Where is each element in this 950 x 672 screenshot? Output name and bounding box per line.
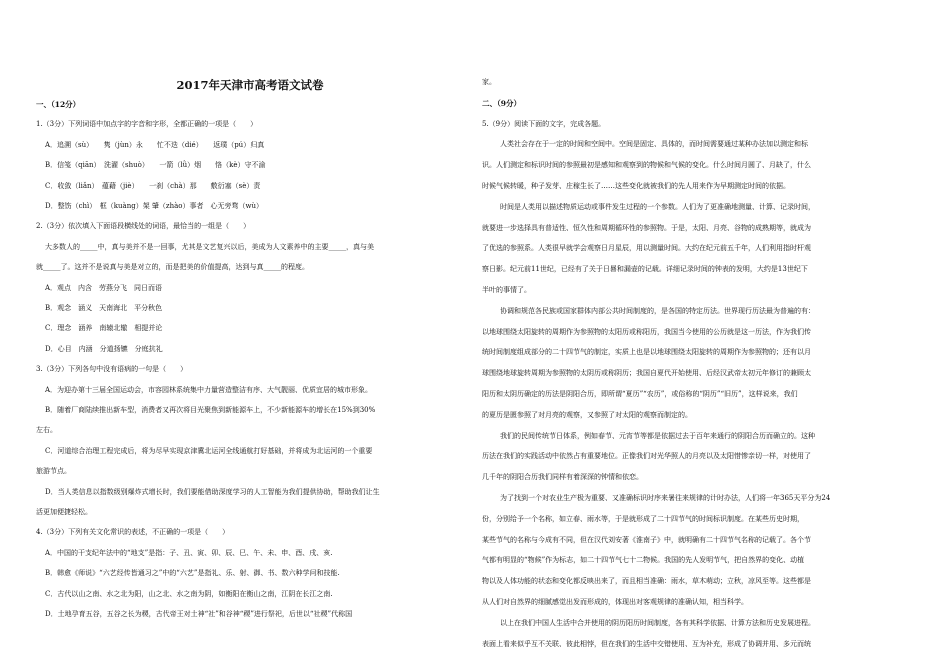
text-line: 时候气候转暖，种子发芽、庄稼生长了……这些变化就被我们的先人用来作为早期测定时间的依据。 (482, 182, 790, 190)
text-line: C．古代以山之南、水之北为阳，山之北、水之南为阴，如衡阳在衡山之南，江阴在长江之南. (45, 589, 333, 598)
text-line: 阳历和太阴历确定的历法是阴阳合历，即所谓“夏历”“农历”，或俗称的“阴历”“旧历”，这样说来，我们 (482, 390, 798, 398)
text-line: D．整饬（chì） 框（kuàng）架 肇（zhào）事者 心无旁骛（wù） (45, 202, 264, 210)
text-line: 4.（3分）下列有关文化常识的表述，不正确的一项是（ ） (36, 528, 230, 537)
text-line: 球围绕地球旋转周期为参照物的太阴历或称阴历；我国自夏代开始使用、后经汉武帝太初元年修订的兼顾太 (482, 369, 811, 378)
text-line: 大多数人的_____中，真与美并不是一回事，尤其是文艺复兴以后，美成为人文素养中的主要_____，真与美 (45, 242, 374, 251)
text-line: 几千年的阴阳合历我们同样有着深深的钟情和依恋。 (482, 473, 643, 482)
text-line: 左右。 (36, 426, 57, 435)
text-line: 就_____了。这并不是说真与美是对立的，而是把美的价值提高，达到与真_____的程度。 (36, 263, 309, 272)
text-line: 家。 (482, 78, 496, 86)
text-line: 识。人们测定和标识时间的参照最初是感知和观察到的物候和气候的变化。什么时间月圆了、月缺了，什么 (482, 161, 811, 170)
section-heading: 一、（12分） (36, 100, 81, 109)
text-line: 表面上看来似乎互不关联、彼此相悖，但在我们的生活中交错使用、互为补充，形成了协调并用、多元而统 (482, 639, 811, 648)
text-line: B．信笺（qiān） 洗濯（shuò） 一箭（lǜ）烟 恪（kè）守不渝 (45, 161, 266, 170)
text-line: A．为迎办第十三届全国运动会，市容园林系统集中力量营造整洁有序、大气靓丽、优质宜居的城市形象。 (45, 385, 373, 394)
text-line: D．心目 内涵 分道扬镳 分庭抗礼 (45, 344, 163, 353)
text-line: A．观点 内含 劳燕分飞 同日而语 (45, 283, 163, 292)
text-line: B．观念 涵义 天南海北 平分秋色 (45, 304, 163, 312)
section-heading: 二、（9分） (482, 98, 521, 108)
text-line: B．韩愈《师说》“六艺经传皆通习之”中的“六艺”是指礼、乐、射、御、书、数六种学问和技能. (45, 569, 340, 578)
text-line: C．理念 涵养 南辕北辙 相提并论 (45, 324, 163, 333)
text-line: 从人们对自然界的细腻感觉出发而形成的，体现出对客观规律的准确认知，相当科学。 (482, 598, 748, 606)
text-line: 的夏历是匮参照了对月亮的观察，又参照了对太阳的观察而制定的。 (482, 410, 692, 419)
text-line: 以上在我们中国人生活中合并使用的阴历阳历时间制度，各有其科学依据、计算方法和历史发展进程。 (500, 618, 815, 627)
text-line: 半叶的事情了。 (482, 286, 531, 294)
text-line: 活更加便捷轻松。 (36, 508, 92, 516)
text-line: D．土地孕育五谷，五谷之长为稷，古代帝王对土神“社”和谷神“稷”进行祭祀，后世以“社稷”代称国 (45, 610, 353, 618)
text-line: 人类社会存在于一定的时间和空间中。空间是固定、具体的，而时间需要通过某种办法加以测定和标 (500, 140, 808, 149)
text-line: 了优选的参照系。人类很早就学会观察日月星辰，用以测量时间。大约在纪元前五千年，人们利用指时杆观 (482, 244, 811, 253)
text-line: 1.（3分）下列词语中加点字的字音和字形，全都正确的一项是（ ） (36, 120, 258, 129)
text-line: C．收敛（liǎn） 蕴藉（jiè） 一刹（chà）那 敷衍塞（sè）责 (45, 181, 261, 190)
text-line: 某些节气的名称与今成有不同，但在汉代刘安著《淮南子》中，就明确有二十四节气名称的记载了。各个节 (482, 535, 811, 544)
text-line: 察日影。纪元前11世纪，已经有了关于日晷和漏壶的记载。详细记录时间的钟表的发明，大约是13世纪下 (482, 265, 808, 274)
text-line: C．河道综合治理工程完成后，将为尽早实现京津冀北运河全线通航打好基础，并将成为北运河的一个重要 (45, 446, 373, 455)
text-line: 旅游节点。 (36, 467, 71, 476)
text-line: 统时间制度组成部分的二十四节气的制定，实质上也是以地球围绕太阳旋转的周期作为参照物的；还有以月 (482, 348, 811, 357)
text-line: 以地球围绕太阳旋转的周期作为参照物的太阳历或称阳历，我国当今使用的公历就是这一历法，作为我们传 (482, 327, 811, 336)
text-line: 物以及人体功能的状态和变化都反映出来了，而且相当准确：雨水，草木萌动；立秋，凉风至等。这些都是 (482, 577, 811, 586)
text-line: 协调和规范各民族或国家群体内部公共时间制度的，是各国的特定历法。世界现行历法最为普遍的有： (500, 306, 815, 315)
page-title: 2017年天津市高考语文试卷 (176, 78, 324, 92)
text-line: D．当人类信息以指数级别爆炸式增长时，我们要能借助深度学习的人工智能为我们提供协助，帮助我们让生 (45, 487, 380, 496)
text-line: 气都有明显的“物候”作为标志，如二十四节气七十二物候。我国的先人发明节气，把自然界的变化、动植 (482, 556, 805, 565)
text-line: 5.（9分）阅读下面的文字，完成各题。 (482, 119, 606, 128)
text-line: B．随着厂商陆续推出新车型，消费者又再次将目光聚焦到新能源车上，不少新能源车的增长在15%到30% (45, 406, 376, 414)
text-line: A．追溯（sù） 隽（jùn）永 忙不迭（dié） 返璞（pú）归真 (45, 140, 265, 149)
text-line: 2.（3分）依次填入下面语段横线处的词语，最恰当的一组是（ ） (36, 222, 251, 231)
text-line: 为了找到一个对农业生产极为重要、又准确标识时序来暑往来规律的计时办法，人们将一年365天平分为24 (500, 494, 831, 502)
text-line: 我们的民间传统节日体系，例如春节、元宵节等都是依据过去于百年来通行的阴阳合历而确立的。这种 (500, 431, 815, 440)
text-line: 3.（3分）下列各句中没有语病的一句是（ ） (36, 365, 188, 374)
text-line: 时间是人类用以描述物质运动或事件发生过程的一个参数。人们为了更准确地测量、计算、记录时间， (500, 202, 815, 211)
text-line: 份，分别给予一个名称，如立春、雨水等，于是就形成了二十四节气的时间标识制度。在某些历史时期， (482, 514, 804, 523)
text-line: 就要进一步选择具有普适性、恒久性和周期循环性的参照物。于是，太阳、月亮、谷物的成熟期等，就成为 (482, 223, 811, 232)
text-line: 历法在我们的实践活动中依然占有重要地位。正像我们对光华照人的月亮以及太阳惜惨亲切一样，对使用了 (482, 452, 811, 461)
text-line: A．中国的干支纪年法中的“地支”是指：子、丑、寅、卯、辰、巳、午、未、申、酉、戌、亥. (45, 548, 333, 557)
